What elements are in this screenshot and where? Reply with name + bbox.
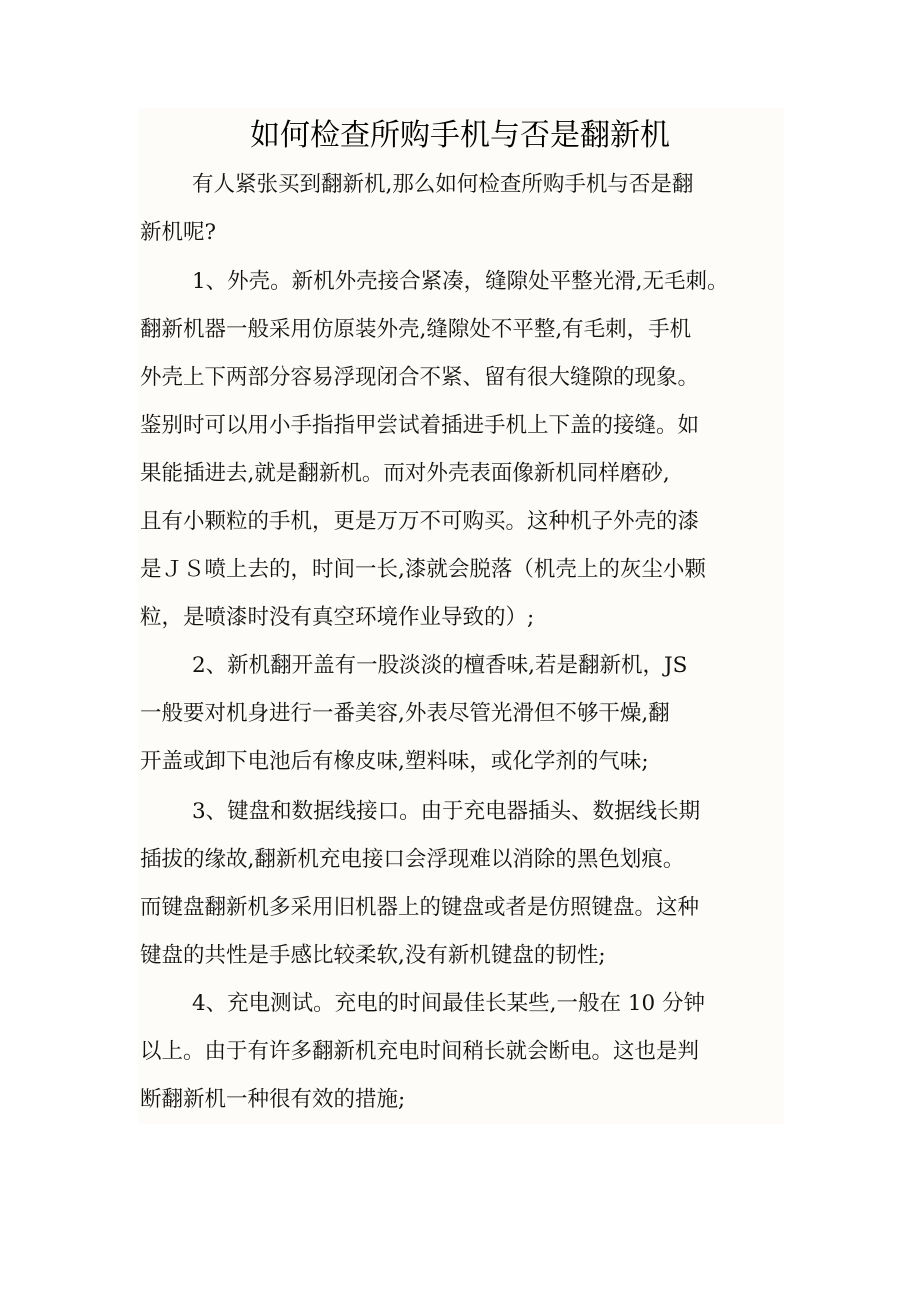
text-line-intro-2: 新机呢? xyxy=(140,220,217,245)
text-line-keyboard-1: 3、键盘和数据线接口。由于充电器插头、数据线长期 xyxy=(192,799,701,824)
document-title: 如何检查所购手机与否是翻新机 xyxy=(250,118,670,153)
text-line-shell-2: 翻新机器一般采用仿原装外壳,缝隙处不平整,有毛刺，手机 xyxy=(140,317,692,342)
text-line-keyboard-3: 而键盘翻新机多采用旧机器上的键盘或者是仿照键盘。这种 xyxy=(140,895,700,920)
text-line-charge-3: 断翻新机一种很有效的措施; xyxy=(140,1087,406,1112)
text-line-shell-8: 粒，是喷漆时没有真空环境作业导致的）; xyxy=(140,605,535,630)
text-line-charge-1: 4、充电测试。充电的时间最佳长某些,一般在 10 分钟 xyxy=(192,991,706,1016)
text-line-keyboard-2: 插拔的缘故,翻新机充电接口会浮现难以消除的黑色划痕。 xyxy=(140,847,685,872)
text-line-keyboard-4: 键盘的共性是手感比较柔软,没有新机键盘的韧性; xyxy=(140,943,606,968)
text-line-smell-3: 开盖或卸下电池后有橡皮味,塑料味，或化学剂的气味; xyxy=(140,749,649,774)
text-line-shell-4: 鉴别时可以用小手指指甲尝试着插进手机上下盖的接缝。如 xyxy=(140,413,700,438)
text-line-shell-1: 1、外壳。新机外壳接合紧凑，缝隙处平整光滑,无毛刺。 xyxy=(192,269,729,294)
text-line-intro-1: 有人紧张买到翻新机,那么如何检查所购手机与否是翻 xyxy=(192,172,694,197)
text-line-smell-1: 2、新机翻开盖有一股淡淡的檀香味,若是翻新机，JS xyxy=(192,653,688,678)
text-line-shell-7: 是ＪＳ喷上去的，时间一长,漆就会脱落（机壳上的灰尘小颗 xyxy=(140,557,706,582)
text-line-shell-3: 外壳上下两部分容易浮现闭合不紧、留有很大缝隙的现象。 xyxy=(140,365,700,390)
text-line-shell-5: 果能插进去,就是翻新机。而对外壳表面像新机同样磨砂, xyxy=(140,461,670,486)
text-line-charge-2: 以上。由于有许多翻新机充电时间稍长就会断电。这也是判 xyxy=(140,1039,700,1064)
text-line-smell-2: 一般要对机身进行一番美容,外表尽管光滑但不够干燥,翻 xyxy=(140,701,670,726)
text-line-shell-6: 且有小颗粒的手机，更是万万不可购买。这种机子外壳的漆 xyxy=(140,509,700,534)
